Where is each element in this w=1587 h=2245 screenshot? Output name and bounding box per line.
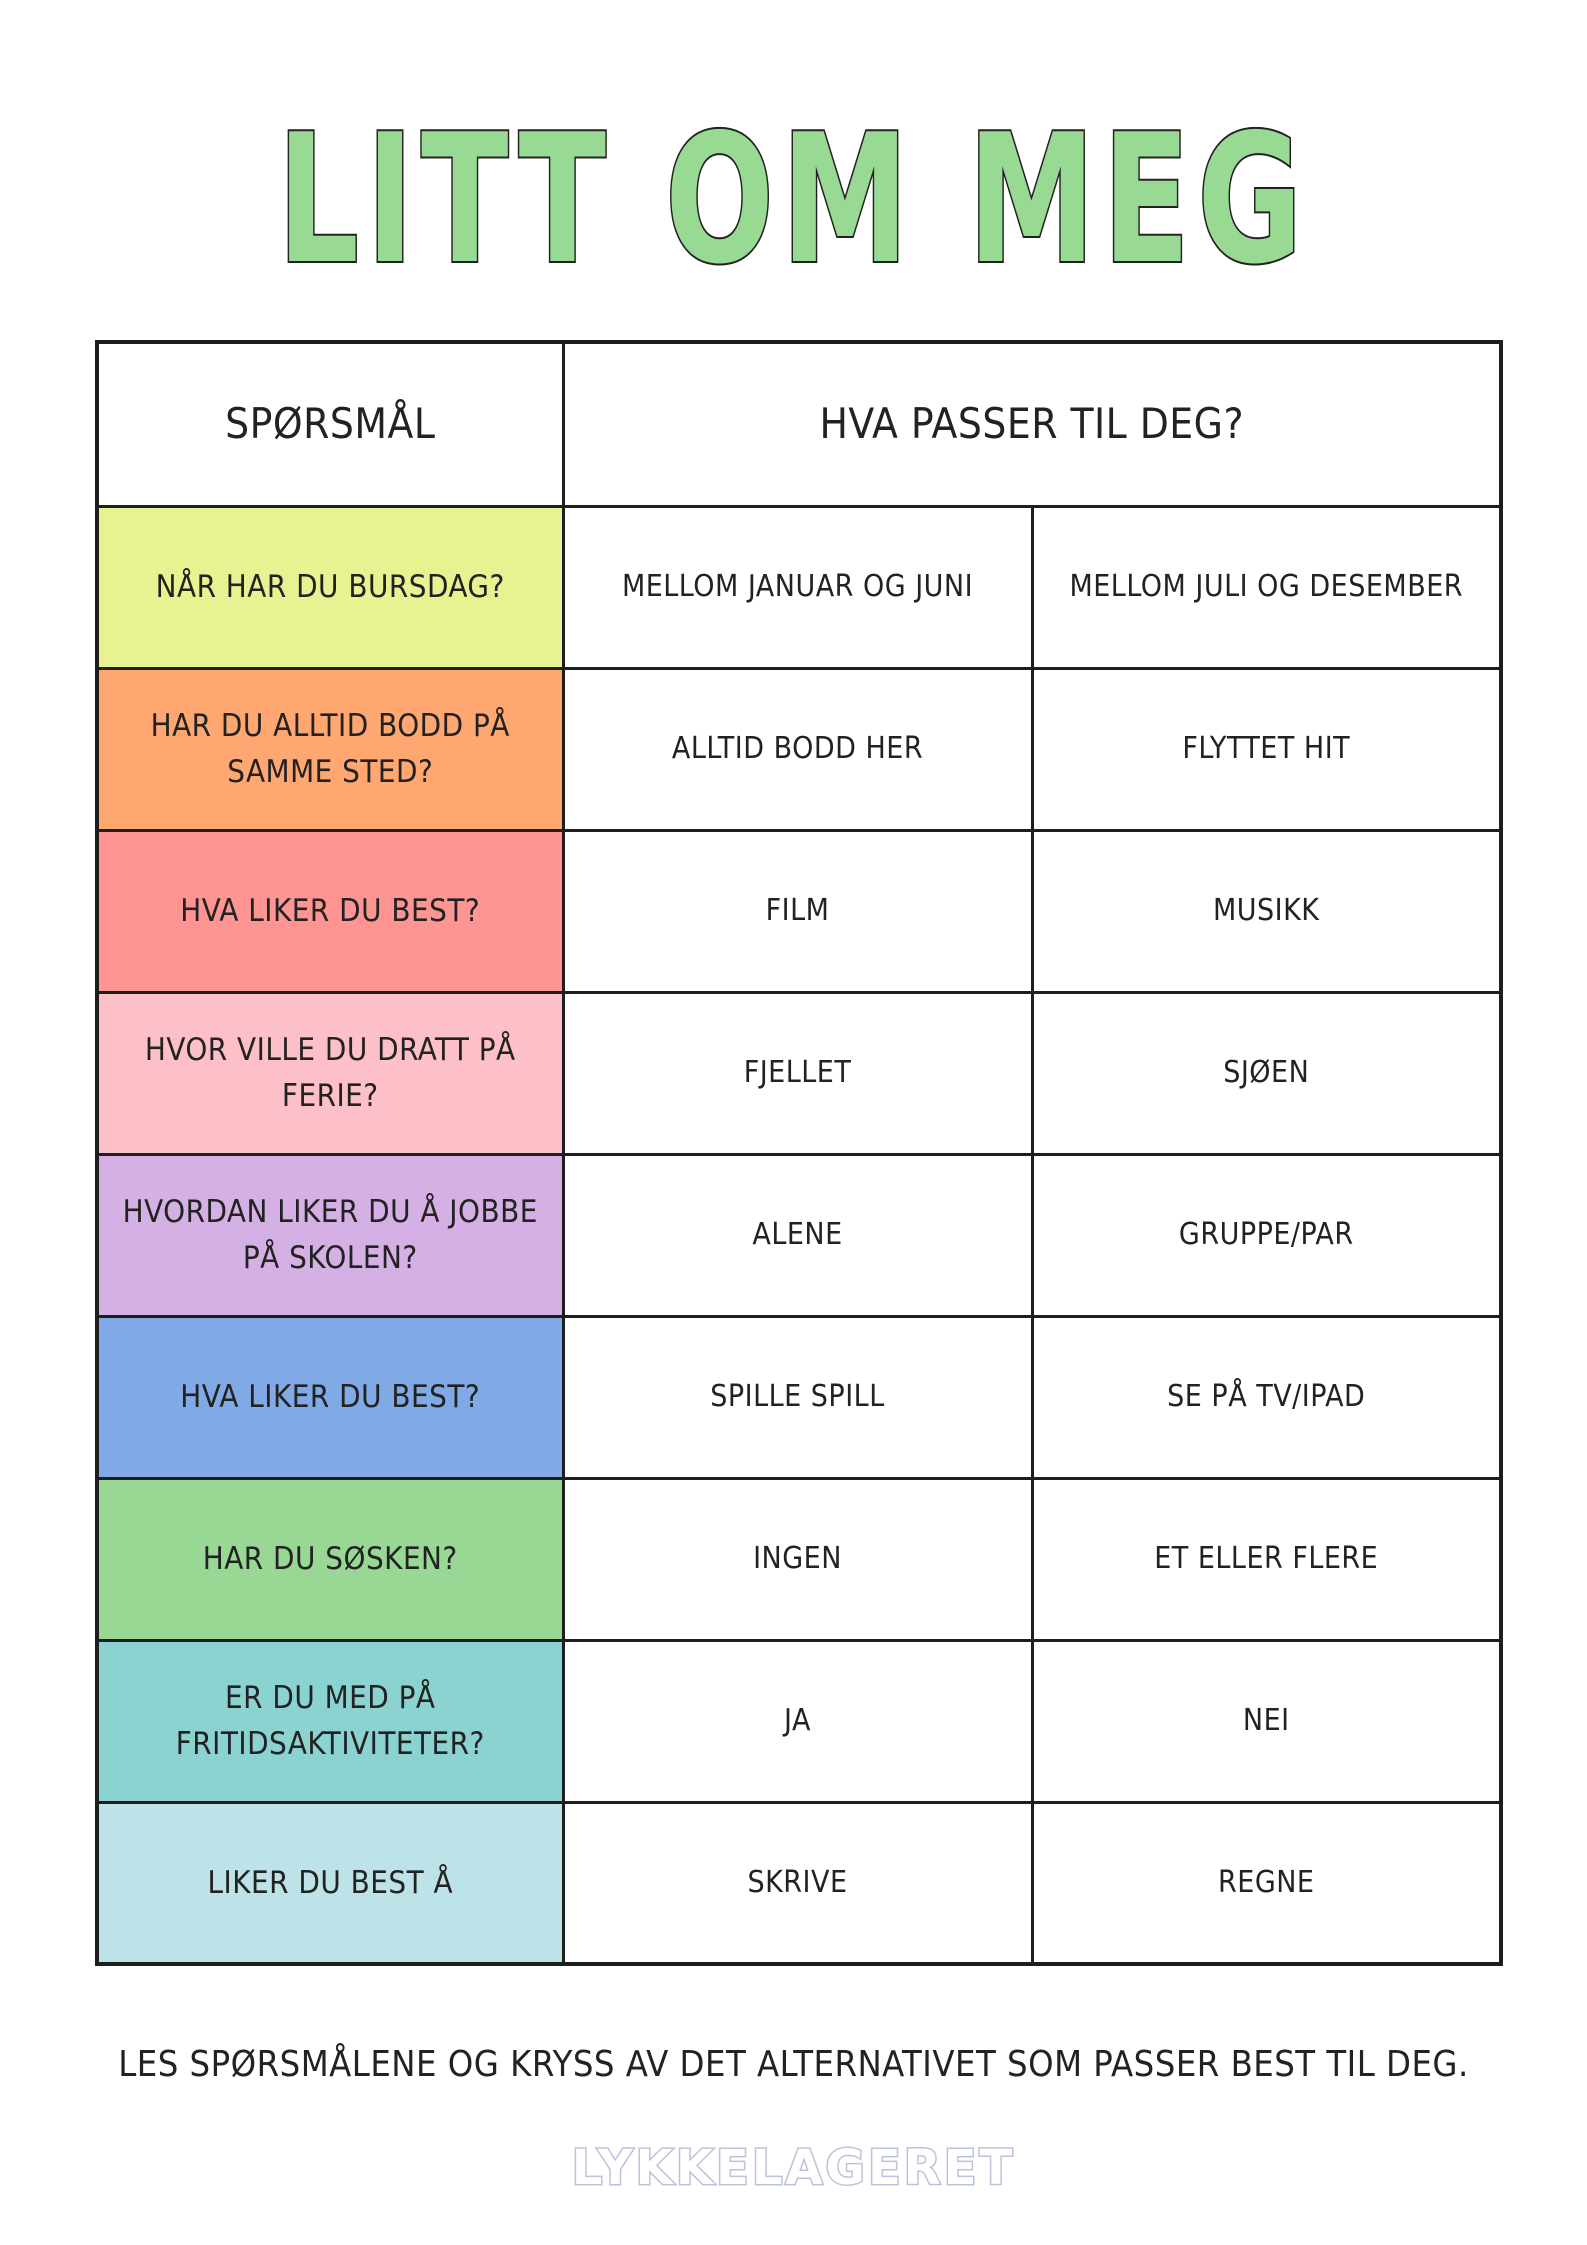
option-cell[interactable]: INGEN [563,1478,1032,1640]
table-row [97,1316,1501,1478]
option-cell[interactable]: JA [563,1640,1032,1802]
table-row [97,992,1501,1154]
table-row [97,1640,1501,1802]
option-cell[interactable]: ALLTID BODD HER [563,668,1032,830]
option-cell[interactable]: FLYTTET HIT [1032,668,1501,830]
option-cell[interactable]: GRUPPE/PAR [1032,1154,1501,1316]
question-cell: HVA LIKER DU BEST? [97,830,563,992]
option-cell[interactable]: FILM [563,830,1032,992]
table-header-row [97,342,1501,506]
question-cell: HVORDAN LIKER DU Å JOBBE PÅ SKOLEN? [97,1154,563,1316]
instruction-text: LES SPØRSMÅLENE OG KRYSS AV DET ALTERNATIVET SOM PASSER BEST TIL DEG. [118,2044,1469,2085]
table-row [97,1802,1501,1964]
option-cell[interactable]: NEI [1032,1640,1501,1802]
option-cell[interactable]: ALENE [563,1154,1032,1316]
table-row [97,1154,1501,1316]
table-row [97,506,1501,668]
question-cell: ER DU MED PÅ FRITIDSAKTIVITETER? [97,1640,563,1802]
question-cell: LIKER DU BEST Å [97,1802,563,1964]
question-cell: HAR DU ALLTID BODD PÅ SAMME STED? [97,668,563,830]
option-cell[interactable]: ET ELLER FLERE [1032,1478,1501,1640]
option-cell[interactable]: MELLOM JANUAR OG JUNI [563,506,1032,668]
question-cell: NÅR HAR DU BURSDAG? [97,506,563,668]
option-cell[interactable]: MUSIKK [1032,830,1501,992]
question-cell: HVOR VILLE DU DRATT PÅ FERIE? [97,992,563,1154]
option-cell[interactable]: MELLOM JULI OG DESEMBER [1032,506,1501,668]
table-row [97,1478,1501,1640]
option-cell[interactable]: SPILLE SPILL [563,1316,1032,1478]
option-cell[interactable]: SE PÅ TV/IPAD [1032,1316,1501,1478]
brand-logo: LYKKELAGERET [571,2140,1016,2196]
option-cell[interactable]: SKRIVE [563,1802,1032,1964]
option-cell[interactable]: REGNE [1032,1802,1501,1964]
option-cell[interactable]: FJELLET [563,992,1032,1154]
table-row [97,830,1501,992]
option-cell[interactable]: SJØEN [1032,992,1501,1154]
header-answer: HVA PASSER TIL DEG? [563,342,1501,506]
page-title: LITT OM MEG [277,96,1310,303]
question-cell: HAR DU SØSKEN? [97,1478,563,1640]
question-table [95,340,1503,1966]
table-row [97,668,1501,830]
question-cell: HVA LIKER DU BEST? [97,1316,563,1478]
header-question: SPØRSMÅL [97,342,563,506]
